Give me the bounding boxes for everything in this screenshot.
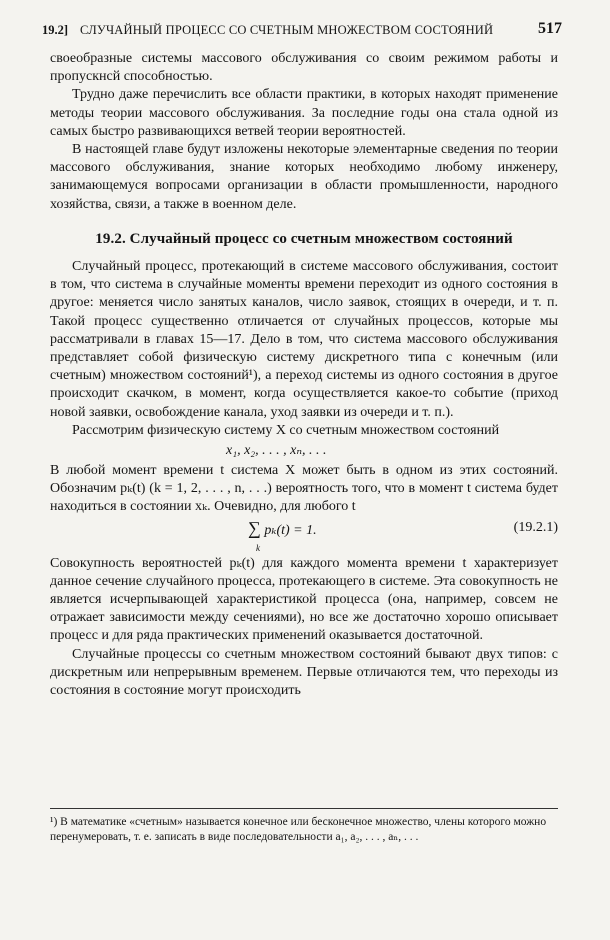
paragraph: В настоящей главе будут изложены некоторые элементарные сведения по теории массового обслуживания, знание которых необходимо любому инженеру, занимающемуся вопросами организации в области промышленности, народного хозяйства, связи, а также в военном деле. — [50, 142, 558, 212]
paragraph: Совокупность вероятностей pₖ(t) для каждого момента времени t характеризует данное сечение случайного процесса, протекающего в системе. Эта совокупность не является исчерпывающей характеристикой процесса (она, например, совсем не отражает зависимости между сечениями), но все же достаточно хорошо описывает процесс и для ряда практических применений оказывается достаточной. — [50, 555, 558, 644]
equation-number: (19.2.1) — [513, 519, 558, 535]
running-header — [42, 20, 562, 42]
paragraph: Случайный процесс, протекающий в системе массового обслуживания, состоит в том, что система в случайные моменты времени переходит из одного состояния в другое: меняется число занятых каналов, число заявок, стоящих в очереди, и т. п. Такой процесс существенно отличается от случайных процессов, которые мы рассматривали в главах 15—17. Дело в том, что система массового обслуживания представляет собой физическую систему дискретного типа с конечным (или счетным) множеством состояний¹), а переход системы из одного состояния в другое происходит скачком, в момент, когда осуществляется какое-то событие (приход новой заявки, освобождение канала, уход заявки из очереди и т. п.). — [50, 259, 558, 420]
page-number: 517 — [538, 20, 562, 37]
footnote-text: ¹) В математике «счетным» называется конечное или бесконечное множество, члены которого можно перенумеровать, т. е. записать в виде последовательности a₁, a₂, . . . , aₙ, . . . — [50, 816, 547, 843]
sequence-formula: x₁, x₂, . . . , xₙ, . . . — [226, 443, 327, 459]
paragraph: Случайные процессы со счетным множеством состояний бывают двух типов: с дискретным или непрерывным временем. Первые отличаются тем, что переходы из состояния в состояние могут происходить — [50, 646, 558, 699]
running-title: СЛУЧАЙНЫЙ ПРОЦЕСС СО СЧЕТНЫМ МНОЖЕСТВОМ СОСТОЯНИЙ — [80, 23, 494, 37]
equation-body — [248, 517, 317, 553]
paragraph: Трудно даже перечислить все области практики, в которых находят применение методы теории массового обслуживания. За последние годы она стала одной из самых быстро развивающихся ветвей теории вероятностей. — [50, 87, 558, 139]
equation-19-2-1 — [50, 517, 558, 555]
sum-index: k — [256, 542, 260, 553]
paragraph: В любой момент времени t система X может быть в одном из этих состояний. Обозначим pₖ(t) (k = 1, 2, . . . , n, . . .) вероятность того, что в момент t система будет находиться в состоянии xₖ. Очевидно, для любого t — [50, 463, 558, 515]
footnote — [50, 808, 558, 845]
paragraph: Рассмотрим физическую систему X со счетным множеством состояний — [72, 422, 500, 438]
paragraph: своеобразные системы массового обслуживания со своим режимом работы и пропускнсй способностью. — [50, 51, 558, 85]
page-body — [50, 50, 558, 700]
sigma-symbol: ∑ — [248, 517, 261, 538]
section-heading: 19.2. Случайный процесс со счетным множеством состояний — [95, 230, 513, 247]
equation-text: pₖ(t) = 1. — [264, 522, 317, 538]
section-ref: 19.2] — [42, 23, 69, 37]
state-sequence — [50, 440, 558, 462]
